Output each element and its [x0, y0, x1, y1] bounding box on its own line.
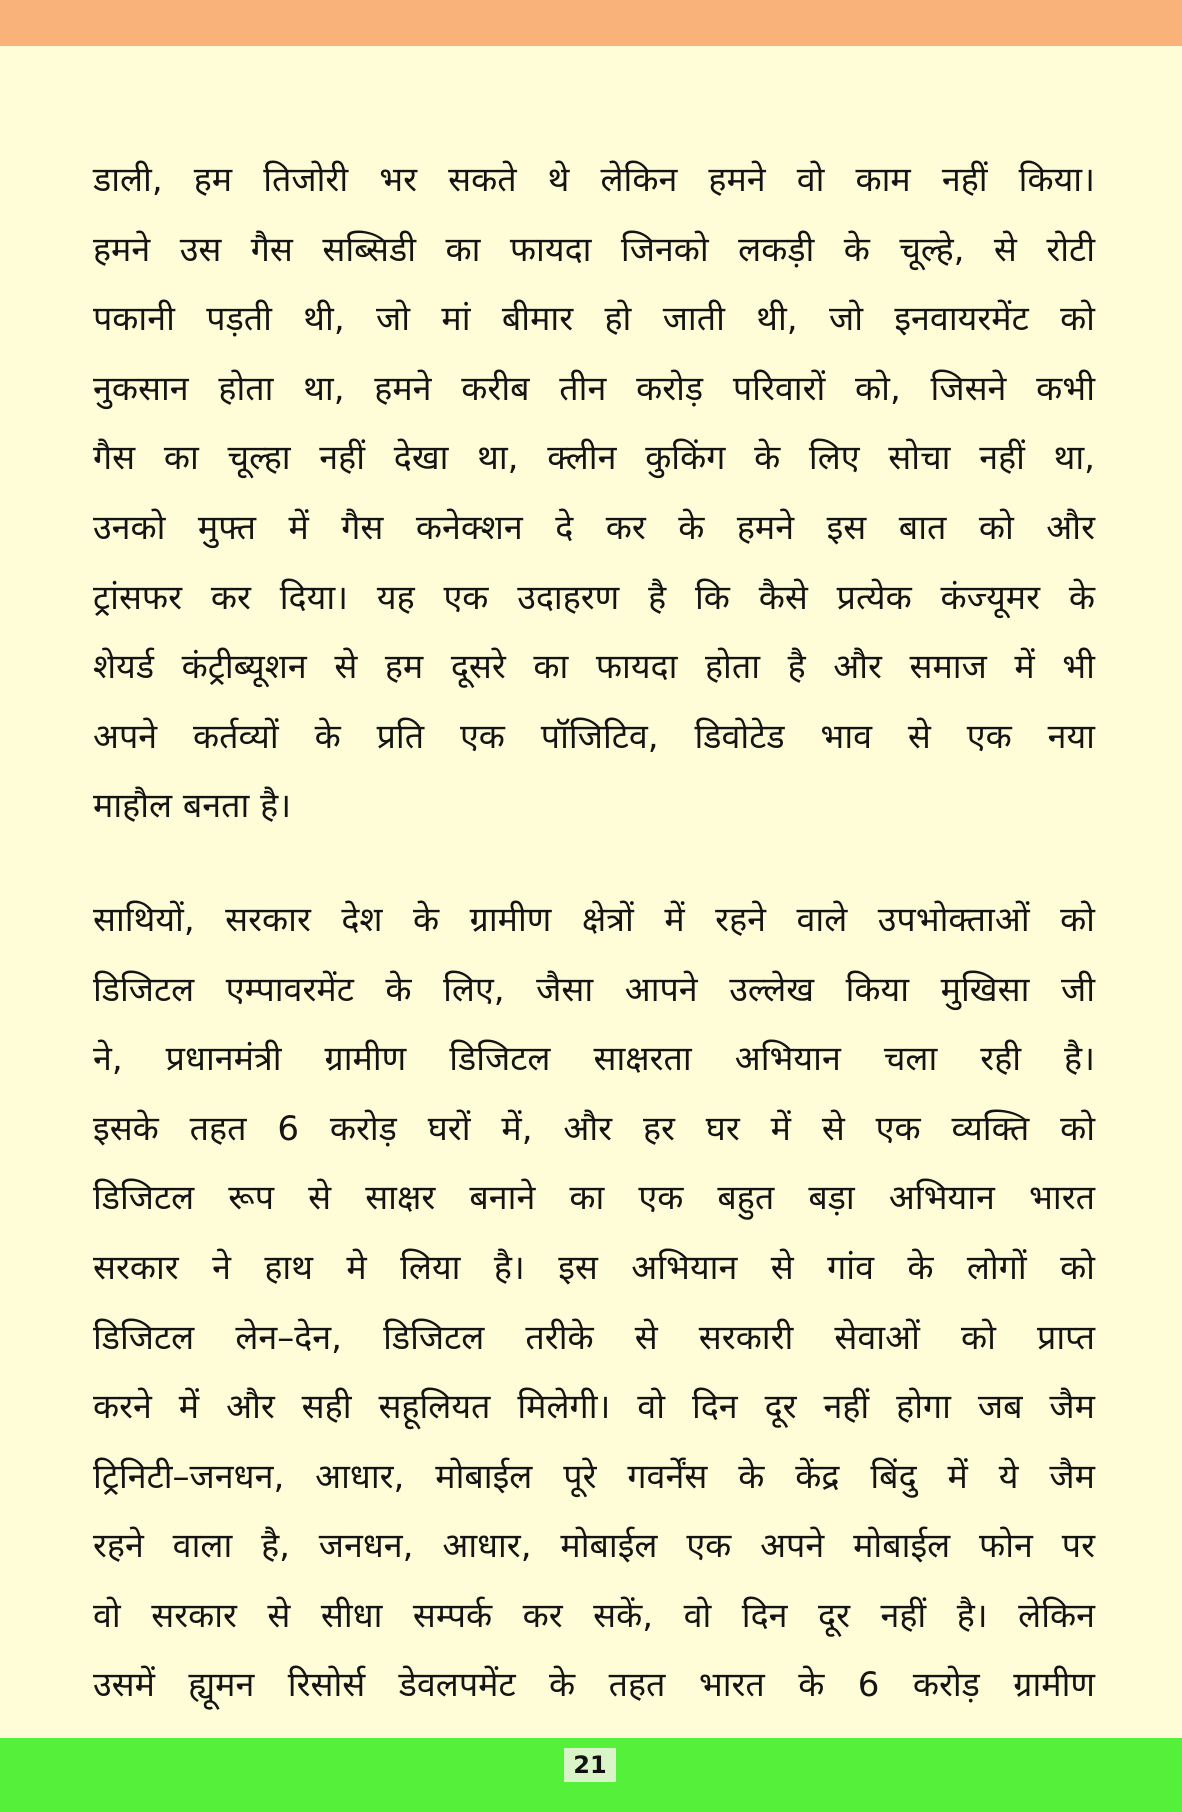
text-line: उनको मुफ्त में गैस कनेक्शन दे कर के हमने इस बात को और — [93, 507, 1095, 548]
text-line: डिजिटल लेन–देन, डिजिटल तरीके से सरकारी सेवाओं को प्राप्त — [93, 1317, 1095, 1358]
text-line: हमने उस गैस सब्सिडी का फायदा जिनको लकड़ी के चूल्हे, से रोटी — [93, 229, 1095, 270]
text-line: सरकार ने हाथ मे लिया है। इस अभियान से गांव के लोगों को — [93, 1247, 1095, 1288]
paragraph-1 — [93, 146, 1095, 842]
text-line: करने में और सही सहूलियत मिलेगी। वो दिन दूर नहीं होगा जब जैम — [93, 1387, 1095, 1428]
page-number: 21 — [564, 1748, 616, 1782]
top-color-band — [0, 0, 1182, 46]
text-line: ट्रांसफर कर दिया। यह एक उदाहरण है कि कैसे प्रत्येक कंज्यूमर के — [93, 577, 1095, 618]
text-line: गैस का चूल्हा नहीं देखा था, क्लीन कुकिंग के लिए सोचा नहीं था, — [93, 438, 1095, 479]
text-line: पकानी पड़ती थी, जो मां बीमार हो जाती थी, जो इनवायरमेंट को — [93, 299, 1095, 340]
text-line: ने, प्रधानमंत्री ग्रामीण डिजिटल साक्षरता अभियान चला रही है। — [93, 1039, 1095, 1080]
text-line: नुकसान होता था, हमने करीब तीन करोड़ परिवारों को, जिसने कभी — [93, 368, 1095, 409]
paragraph-2 — [93, 886, 1095, 1721]
page-body — [93, 146, 1095, 1721]
text-line: डाली, हम तिजोरी भर सकते थे लेकिन हमने वो काम नहीं किया। — [93, 160, 1095, 200]
text-line: ट्रिनिटी–जनधन, आधार, मोबाईल पूरे गवर्नेंस के केंद्र बिंदु में ये जैम — [93, 1456, 1095, 1497]
text-line: माहौल बनता है। — [93, 786, 292, 827]
text-line: शेयर्ड कंट्रीब्यूशन से हम दूसरे का फायदा होता है और समाज में भी — [93, 647, 1095, 688]
text-line: डिजिटल एम्पावरमेंट के लिए, जैसा आपने उल्लेख किया मुखिसा जी — [93, 969, 1095, 1010]
text-line: डिजिटल रूप से साक्षर बनाने का एक बहुत बड़ा अभियान भारत — [93, 1178, 1095, 1219]
text-line: वो सरकार से सीधा सम्पर्क कर सकें, वो दिन दूर नहीं है। लेकिन — [93, 1595, 1095, 1636]
text-line: उसमें ह्यूमन रिसोर्स डेवलपमेंट के तहत भारत के 6 करोड़ ग्रामीण — [93, 1665, 1095, 1706]
text-line: अपने कर्तव्यों के प्रति एक पॉजिटिव, डिवोटेड भाव से एक नया — [93, 716, 1095, 757]
text-line: रहने वाला है, जनधन, आधार, मोबाईल एक अपने मोबाईल फोन पर — [93, 1526, 1095, 1567]
text-line: साथियों, सरकार देश के ग्रामीण क्षेत्रों में रहने वाले उपभोक्ताओं को — [93, 899, 1095, 940]
text-line: इसके तहत 6 करोड़ घरों में, और हर घर में से एक व्यक्ति को — [93, 1108, 1095, 1149]
